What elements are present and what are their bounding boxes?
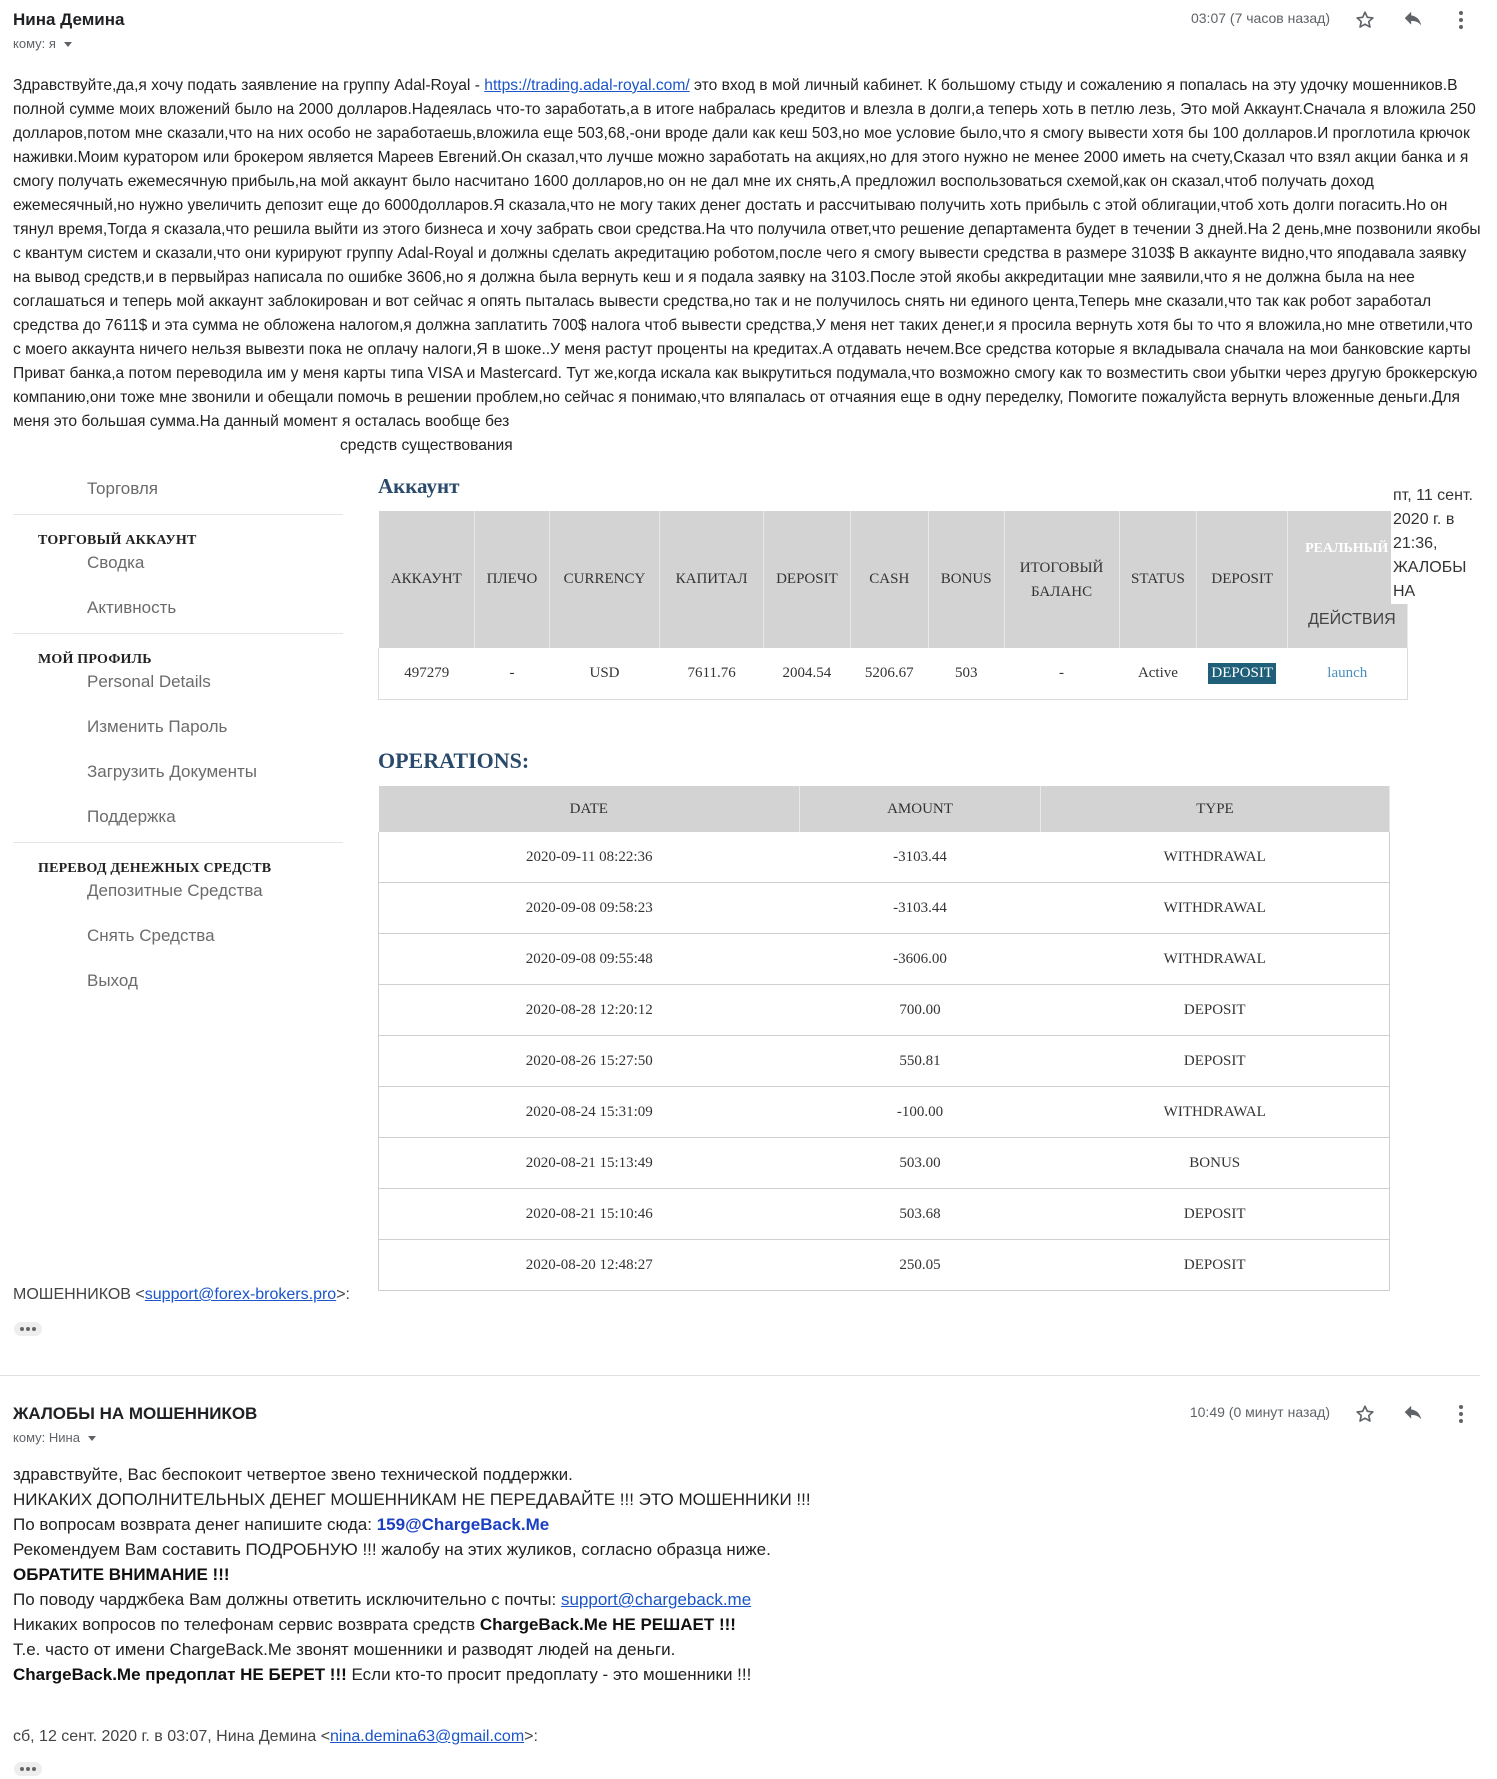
- quoted-from-line: [13, 1286, 350, 1304]
- table-cell: [1288, 648, 1408, 700]
- quoted-header-note: пт, 11 сент. 2020 г. в 21:36, ЖАЛОБЫ НА: [1391, 484, 1493, 604]
- account-table: [378, 511, 1408, 700]
- table-row: [379, 1138, 1390, 1189]
- col-header: АККАУНТ: [379, 511, 475, 648]
- quote-prefix: МОШЕННИКОВ <: [13, 1286, 145, 1303]
- sidebar-heading-trading-account: ТОРГОВЫЙ АККАУНТ: [38, 533, 197, 548]
- amount-cell: 503.68: [800, 1189, 1041, 1240]
- support-email-link[interactable]: support@chargeback.me: [560, 1590, 752, 1609]
- sidebar-item-support[interactable]: Поддержка: [87, 807, 176, 826]
- body-line: [13, 1512, 811, 1537]
- more-vert-icon[interactable]: [1448, 7, 1474, 33]
- amount-cell: -3606.00: [800, 934, 1041, 985]
- amount-cell: 700.00: [800, 985, 1041, 1036]
- amount-cell: -3103.44: [800, 883, 1041, 934]
- date-cell: 2020-09-08 09:58:23: [379, 883, 800, 934]
- sidebar-item-summary[interactable]: Сводка: [87, 553, 145, 572]
- amount-cell: 550.81: [800, 1036, 1041, 1087]
- sender-name: Нина Демина: [13, 10, 125, 29]
- amount-cell: -3103.44: [800, 832, 1041, 883]
- amount-cell: 250.05: [800, 1240, 1041, 1291]
- date-cell: 2020-09-11 08:22:36: [379, 832, 800, 883]
- col-header: КАПИТАЛ: [660, 511, 764, 648]
- caret-down-icon: [88, 1436, 96, 1441]
- reply-icon[interactable]: [1400, 7, 1426, 33]
- table-row: [379, 1087, 1390, 1138]
- account-table-header: [379, 511, 1408, 648]
- quote-suffix: >:: [336, 1286, 350, 1303]
- date-cell: 2020-08-26 15:27:50: [379, 1036, 800, 1087]
- sidebar-item-withdraw-funds[interactable]: Снять Средства: [87, 926, 215, 945]
- col-header-date: DATE: [379, 786, 800, 832]
- body-line: [13, 1612, 811, 1637]
- date-cell: 2020-08-21 15:10:46: [379, 1189, 800, 1240]
- body-text: Никаких вопросов по телефонам сервис возврата средств: [13, 1615, 480, 1634]
- ellipsis-icon[interactable]: [14, 1322, 42, 1336]
- table-cell: [1197, 648, 1288, 700]
- deposit-button[interactable]: DEPOSIT: [1208, 663, 1276, 684]
- body-text: По вопросам возврата денег напишите сюда:: [13, 1515, 377, 1534]
- actions-label: ДЕЙСТВИЯ: [1308, 611, 1396, 628]
- date-cell: 2020-08-28 12:20:12: [379, 985, 800, 1036]
- message-body: [13, 74, 1481, 434]
- amount-cell: 503.00: [800, 1138, 1041, 1189]
- body-line: Т.е. часто от имени ChargeBack.Me звонят мошенники и разводят людей на деньги.: [13, 1640, 676, 1659]
- sidebar-item-personal-details[interactable]: Personal Details: [87, 672, 211, 691]
- table-row: [379, 1240, 1390, 1291]
- recipient-label: кому: Нина: [13, 1430, 80, 1445]
- sidebar-divider: [13, 514, 343, 515]
- body-line: [13, 1662, 811, 1687]
- recipient-toggle[interactable]: [13, 36, 72, 51]
- body-line: Рекомендуем Вам составить ПОДРОБНУЮ !!! жалобу на этих жуликов, согласно образца ниже.: [13, 1540, 771, 1559]
- table-cell: USD: [549, 648, 659, 700]
- star-icon[interactable]: [1352, 7, 1378, 33]
- ellipsis-icon[interactable]: [14, 1762, 42, 1776]
- quoted-email-link[interactable]: support@forex-brokers.pro: [144, 1286, 337, 1303]
- sidebar-divider: [13, 633, 343, 634]
- col-header-type: TYPE: [1040, 786, 1389, 832]
- star-icon[interactable]: [1352, 1401, 1378, 1427]
- quoted-email-link[interactable]: nina.demina63@gmail.com: [330, 1728, 525, 1745]
- table-cell: Active: [1119, 648, 1197, 700]
- table-cell: -: [475, 648, 550, 700]
- table-row: [379, 1036, 1390, 1087]
- attention-text: ОБРАТИТЕ ВНИМАНИЕ !!!: [13, 1565, 230, 1584]
- operations-header-row: [379, 786, 1390, 832]
- body-text-rest: это вход в мой личный кабинет. К большому стыду и сожалению я попалась на эту удочку мошенников.В полной сумме моих вложений было на 2000 долларов.Надеялась что-то заработать,а в итоге набралась кредитов и влезла в долги,а теперь хоть в петлю лезь, Это мой Аккаунт.Сначала я вложила 250 долларов,потом мне сказали,что на них особо не заработаешь,вложила еще 503,68,-они вроде дали как кеш 503,но мое условие было,что я смогу вывести хотя бы 100 долларов.И проглотила крючок наживки.Моим куратором или брокером является Мареев Евгений.Он сказал,что лучше можно заработать на акциях,но для этого нужно не менее 2000 иметь на счету,Сказал что взял акции банка и я смогу получать ежемесячную прибыль,на мой аккаунт было насчитано 1600 долларов,но он не дал мне их снять,А предложил воспользоваться схемой,как он сказал,чтоб получать доход ежемесячный,но нужно увеличить депозит еще до 6000долларов.Я сказала,что не могу таких денег достать и рассчитываю получить хоть прибыль с этой облигации,чтоб хоть долги погасить.Но он тянул время,Тогда я сказала,что решила выйти из этого бизнеса и хочу забрать свои средства.На что получила ответ,что решение департамента будет в течении 3 дней.На 2 день,мне позвонили якобы с квантум систем и сказали,что они курируют группу Adal-Royal и должны сделать акредитацию роботом,после чего я смогу вывести средства в размере 3103$ В аккаунте видно,что яподавала заявку на вывод средств,и в первыйраз написала по ошибке 3606,но я должна была вернуть кеш и я подала заявку на 3103.После этой якобы аккредитации мне заявили,что я не должна была на нее соглашаться и теперь мой аккаунт заблокирован и вот сейчас я опять пыталась вывести средства,но так и не получилось снять ни единого цента,Теперь мне сказали,что так как робот заработал средства до 7611$ и эта сумма не обложена налогом,я должна заплатить 700$ налога чтоб вывести средства,У меня нет таких денег,и я просила вернуть хотя бы то что я вложила,но мне ответили,что с моего аккаунта ничего нельзя вывезти пока не оплачу налоги,Я в шоке..У меня растут проценты на кредитах.А отдавать нечем.Все средства которые я вкладывала сначала на мои банковские карты Приват банка,а потом переводила им у меня карты типа VISA и Mastercard. Тут же,когда искала как выкрутиться подумала,что возможно смогу как то возместить свои убытки через другую броккерскую компанию,они тоже мне звонили и обещали помочь в решении проблем,но сейчас я понимаю,что вляпалась от отчаяния еще в одну переделку, Помогите пожалуйста вернуть вложенные деньги.Для меня это большая сумма.На данный момент я осталась вообще без: [13, 77, 1481, 430]
- quote-prefix: сб, 12 сент. 2020 г. в 03:07, Нина Демина <: [13, 1728, 331, 1745]
- type-cell: DEPOSIT: [1040, 1240, 1389, 1291]
- type-cell: DEPOSIT: [1040, 985, 1389, 1036]
- quote-suffix: >:: [524, 1728, 538, 1745]
- message-body-tail: средств существования: [340, 437, 513, 454]
- sidebar-heading-transfers: ПЕРЕВОД ДЕНЕЖНЫХ СРЕДСТВ: [38, 861, 272, 876]
- sidebar-item-activity[interactable]: Активность: [87, 598, 177, 617]
- body-text-start: Здравствуйте,да,я хочу подать заявление на группу Adal-Royal -: [13, 77, 485, 94]
- table-row: [379, 883, 1390, 934]
- table-cell: 7611.76: [660, 648, 764, 700]
- sidebar-divider: [13, 842, 343, 843]
- body-text: По поводу чарджбека Вам должны ответить исключительно с почты:: [13, 1590, 561, 1609]
- bold-text: ChargeBack.Me НЕ РЕШАЕТ !!!: [479, 1615, 736, 1634]
- date-cell: 2020-09-08 09:55:48: [379, 934, 800, 985]
- table-cell: -: [1004, 648, 1119, 700]
- type-cell: WITHDRAWAL: [1040, 832, 1389, 883]
- operations-table: [378, 786, 1390, 1291]
- sender-name: ЖАЛОБЫ НА МОШЕННИКОВ: [13, 1404, 258, 1423]
- reply-icon[interactable]: [1400, 1401, 1426, 1427]
- body-text: Если кто-то просит предоплату - это мошенники !!!: [346, 1665, 752, 1684]
- message-divider: [0, 1375, 1480, 1376]
- body-line: [13, 1562, 811, 1587]
- type-cell: BONUS: [1040, 1138, 1389, 1189]
- sidebar-item-change-password[interactable]: Изменить Пароль: [87, 717, 228, 736]
- type-cell: DEPOSIT: [1040, 1189, 1389, 1240]
- message-time: 03:07 (7 часов назад): [1190, 10, 1330, 26]
- body-line: здравствуйте, Вас беспокоит четвертое звено технической поддержки.: [13, 1465, 573, 1484]
- col-header-amount: AMOUNT: [800, 786, 1041, 832]
- sidebar-item-trading[interactable]: Торговля: [87, 479, 159, 498]
- col-header: ПЛЕЧО: [475, 511, 550, 648]
- operations-body: [379, 832, 1390, 1291]
- bold-text: ChargeBack.Me предоплат НЕ БЕРЕТ !!!: [13, 1665, 347, 1684]
- table-row: [379, 985, 1390, 1036]
- real-account-label: РЕАЛЬНЫЙ: [1305, 541, 1389, 556]
- col-header: DEPOSIT: [764, 511, 851, 648]
- table-cell: 503: [928, 648, 1004, 700]
- table-row: [379, 934, 1390, 985]
- table-row: [379, 648, 1408, 700]
- date-cell: 2020-08-24 15:31:09: [379, 1087, 800, 1138]
- date-cell: 2020-08-21 15:13:49: [379, 1138, 800, 1189]
- sidebar-heading-profile: МОЙ ПРОФИЛЬ: [38, 652, 152, 667]
- table-row: [379, 1189, 1390, 1240]
- col-header: CASH: [850, 511, 928, 648]
- launch-link[interactable]: launch: [1327, 665, 1368, 681]
- type-cell: WITHDRAWAL: [1040, 1087, 1389, 1138]
- message-time: 10:49 (0 минут назад): [1189, 1404, 1330, 1420]
- col-header: STATUS: [1119, 511, 1197, 648]
- date-cell: 2020-08-20 12:48:27: [379, 1240, 800, 1291]
- table-cell: 5206.67: [850, 648, 928, 700]
- table-cell: 497279: [379, 648, 475, 700]
- table-cell: 2004.54: [764, 648, 851, 700]
- sidebar-item-upload-documents[interactable]: Загрузить Документы: [87, 762, 257, 781]
- amount-cell: -100.00: [800, 1087, 1041, 1138]
- operations-title: OPERATIONS:: [378, 748, 530, 773]
- recipient-toggle[interactable]: [13, 1430, 96, 1445]
- type-cell: WITHDRAWAL: [1040, 934, 1389, 985]
- col-header: ИТОГОВЫЙ БАЛАНС: [1004, 511, 1119, 648]
- account-title: Аккаунт: [378, 474, 460, 498]
- sidebar-item-logout[interactable]: Выход: [87, 971, 138, 990]
- col-header: CURRENCY: [549, 511, 659, 648]
- col-header: BONUS: [928, 511, 1004, 648]
- sidebar-item-deposit-funds[interactable]: Депозитные Средства: [87, 881, 263, 900]
- body-line: [13, 1587, 811, 1612]
- caret-down-icon: [64, 42, 72, 47]
- col-header-actions: [1288, 511, 1408, 648]
- quoted-from-line: [13, 1728, 538, 1746]
- recipient-label: кому: я: [13, 36, 56, 51]
- trading-link[interactable]: https://trading.adal-royal.com/: [484, 77, 690, 94]
- type-cell: WITHDRAWAL: [1040, 883, 1389, 934]
- type-cell: DEPOSIT: [1040, 1036, 1389, 1087]
- chargeback-email: 159@ChargeBack.Me: [376, 1515, 550, 1534]
- col-header: DEPOSIT: [1197, 511, 1288, 648]
- more-vert-icon[interactable]: [1448, 1401, 1474, 1427]
- body-line: НИКАКИХ ДОПОЛНИТЕЛЬНЫХ ДЕНЕГ МОШЕННИКАМ НЕ ПЕРЕДАВАЙТЕ !!! ЭТО МОШЕННИКИ !!!: [13, 1490, 811, 1509]
- message-body: [13, 1462, 811, 1687]
- table-row: [379, 832, 1390, 883]
